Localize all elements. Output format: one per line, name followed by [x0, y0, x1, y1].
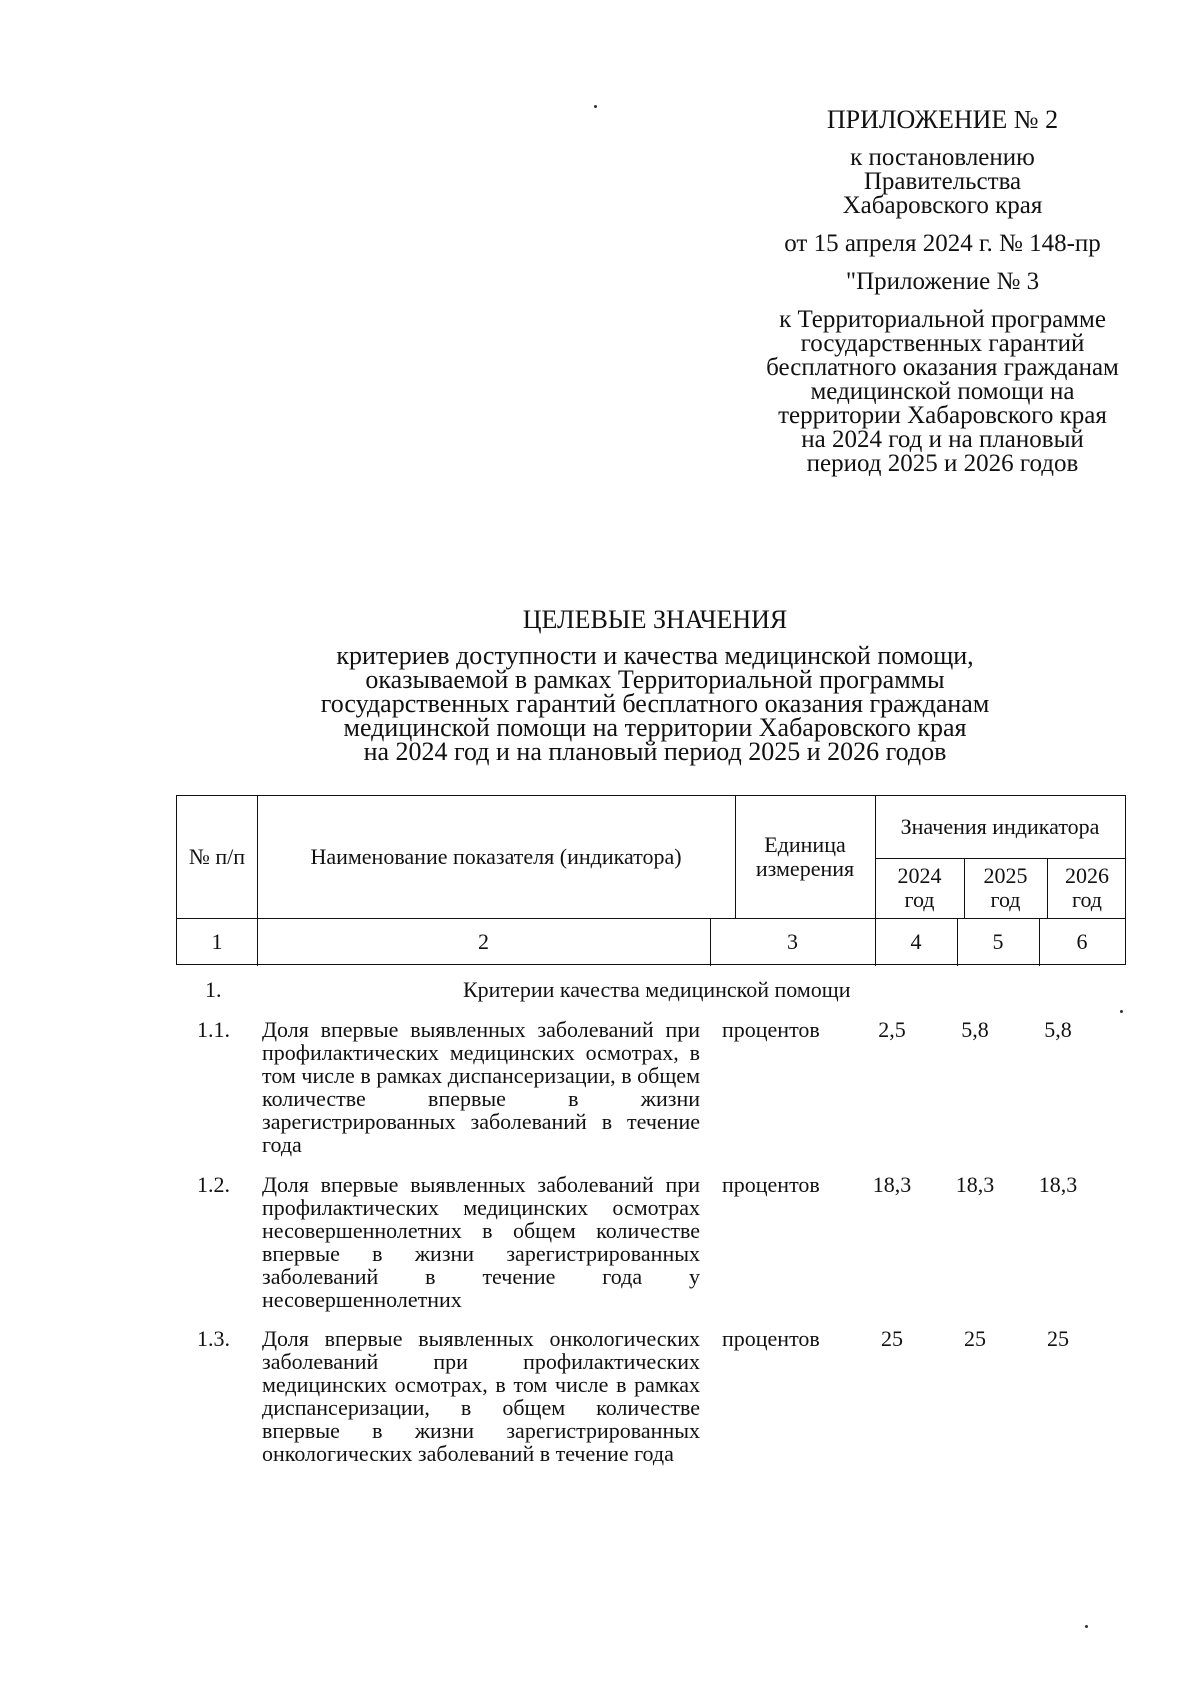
row-indicator-name: Доля впервые выявленных заболеваний при профилактических медицинских осмотрах, в том числе в рамках диспансеризации, в общем количестве впервые в жизни зарегистрированных заболеваний в течение года	[262, 1017, 700, 1157]
header-col-name: Наименование показателя (индикатора)	[310, 844, 682, 869]
subtitle-line-2: оказываемой в рамках Территориальной программы	[365, 665, 945, 694]
column-number-1: 1	[211, 929, 223, 954]
subtitle-line-5: на 2024 год и на плановый период 2025 и 2026 годов	[363, 737, 947, 766]
subtitle-line-4: медицинской помощи на территории Хабаровского края	[343, 713, 967, 742]
document-title-block	[150, 605, 1160, 766]
header-year-2024: 2024 год	[897, 863, 942, 912]
column-number-6: 6	[1076, 929, 1088, 954]
column-number-5: 5	[992, 929, 1004, 954]
header-year-2025: 2025 год	[983, 863, 1028, 912]
program-line-1: к Территориальной программе	[779, 306, 1106, 333]
row-value-2026: 18,3	[1038, 1172, 1078, 1197]
table-header	[176, 795, 1126, 965]
document-title: ЦЕЛЕВЫЕ ЗНАЧЕНИЯ	[522, 605, 788, 634]
appendix-line-1: к постановлению	[850, 144, 1035, 171]
program-line-6: на 2024 год и на плановый	[801, 426, 1084, 453]
row-unit: процентов	[722, 1326, 820, 1351]
row-number: 1.3.	[197, 1326, 230, 1351]
header-year-2026: 2026 год	[1065, 863, 1109, 912]
appendix-prev-title: "Приложение № 3	[845, 268, 1040, 295]
row-value-2026: 25	[1047, 1326, 1069, 1351]
row-value-2025: 5,8	[961, 1017, 989, 1042]
scan-speck	[1120, 1010, 1123, 1013]
row-value-2024: 18,3	[872, 1172, 912, 1197]
row-unit: процентов	[722, 1017, 820, 1042]
row-value-2025: 25	[964, 1326, 986, 1351]
header-col-values: Значения индикатора	[900, 814, 1100, 839]
scan-speck	[594, 105, 597, 108]
appendix-block	[725, 105, 1160, 477]
section-title: Критерии качества медицинской помощи	[463, 977, 851, 1002]
subtitle-line-1: критериев доступности и качества медицинской помощи,	[336, 641, 974, 670]
row-number: 1.1.	[197, 1017, 230, 1042]
appendix-line-3: Хабаровского края	[842, 192, 1043, 219]
row-value-2024: 25	[881, 1326, 903, 1351]
header-col-unit: Единица измерения	[755, 832, 855, 881]
appendix-title: ПРИЛОЖЕНИЕ № 2	[826, 105, 1059, 134]
row-unit: процентов	[722, 1172, 820, 1197]
column-number-2: 2	[478, 929, 489, 954]
column-number-3: 3	[787, 929, 798, 954]
section-number: 1.	[205, 977, 222, 1002]
column-number-4: 4	[910, 929, 922, 954]
row-value-2025: 18,3	[955, 1172, 995, 1197]
row-indicator-name: Доля впервые выявленных онкологических заболеваний при профилактических медицинских осмотрах, в том числе в рамках диспансеризации, в общем количестве впервые в жизни зарегистрированных онкологических заболеваний в течение года	[262, 1326, 700, 1466]
row-value-2026: 5,8	[1044, 1017, 1072, 1042]
appendix-line-2: Правительства	[863, 168, 1022, 195]
program-line-4: медицинской помощи на	[810, 378, 1075, 405]
header-col-num: № п/п	[188, 844, 246, 869]
row-value-2024: 2,5	[878, 1017, 906, 1042]
subtitle-line-3: государственных гарантий бесплатного оказания гражданам	[320, 689, 990, 718]
appendix-date-line: от 15 апреля 2024 г. № 148-пр	[784, 230, 1101, 257]
program-line-2: государственных гарантий	[800, 330, 1085, 357]
program-line-5: территории Хабаровского края	[778, 402, 1107, 429]
scan-speck	[1085, 1625, 1088, 1628]
row-number: 1.2.	[197, 1172, 230, 1197]
section-heading	[0, 977, 1200, 1007]
program-line-3: бесплатного оказания гражданам	[766, 354, 1119, 381]
row-indicator-name: Доля впервые выявленных заболеваний при профилактических медицинских осмотрах несовершеннолетних в общем количестве впервые в жизни зарегистрированных заболеваний в течение года у несовершеннолетних	[262, 1172, 700, 1312]
program-line-7: период 2025 и 2026 годов	[806, 450, 1079, 477]
